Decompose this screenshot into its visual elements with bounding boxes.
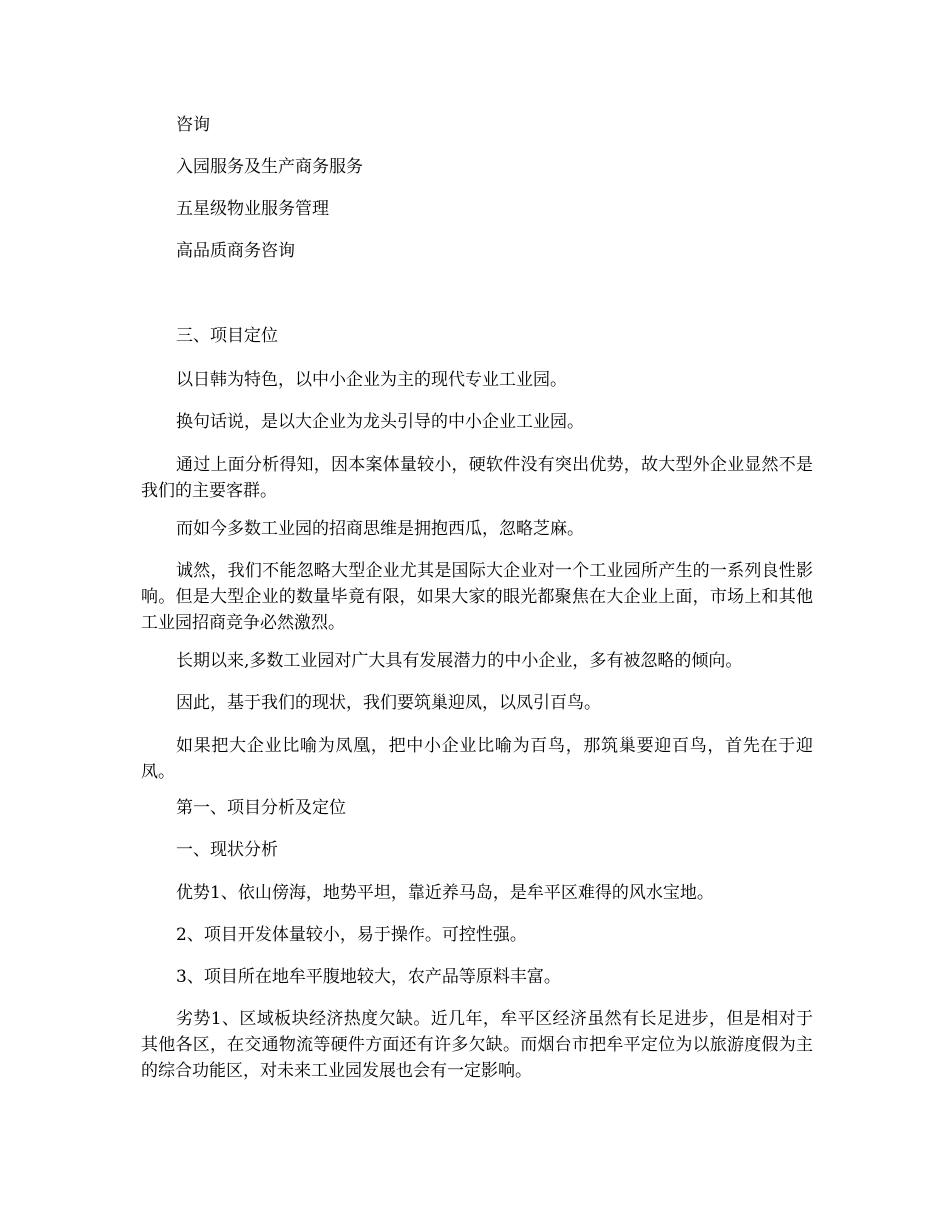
paragraph-large-enterprises: 诚然，我们不能忽略大型企业尤其是国际大企业对一个工业园所产生的一系列良性影响。但是大型企业的数量毕竟有限，如果大家的眼光都聚焦在大企业上面，市场上和其他工业园招商竞争必然激烈。 bbox=[141, 561, 813, 633]
paragraph-business-consulting: 高品质商务咨询 bbox=[176, 241, 295, 261]
paragraph-advantage-2: 2、项目开发体量较小，易于操作。可控性强。 bbox=[176, 925, 527, 945]
section-heading-project-analysis: 第一、项目分析及定位 bbox=[176, 798, 346, 818]
paragraph-strategy: 因此，基于我们的现状，我们要筑巢迎凤，以凤引百鸟。 bbox=[176, 693, 601, 713]
paragraph-investment-thinking: 而如今多数工业园的招商思维是拥抱西瓜，忽略芝麻。 bbox=[176, 519, 584, 539]
paragraph-sme-neglect: 长期以来,多数工业园对广大具有发展潜力的中小企业，多有被忽略的倾向。 bbox=[176, 651, 743, 671]
paragraph-positioning-2: 换句话说，是以大企业为龙头引导的中小企业工业园。 bbox=[176, 412, 584, 432]
paragraph-park-services: 入园服务及生产商务服务 bbox=[176, 157, 363, 177]
paragraph-phoenix-metaphor: 如果把大企业比喻为凤凰，把中小企业比喻为百鸟，那筑巢要迎百鸟，首先在于迎凤。 bbox=[141, 736, 813, 782]
paragraph-positioning-1: 以日韩为特色，以中小企业为主的现代专业工业园。 bbox=[176, 370, 567, 390]
section-heading-current-status: 一、现状分析 bbox=[176, 840, 278, 860]
paragraph-advantage-3: 3、项目所在地牟平腹地较大，农产品等原料丰富。 bbox=[176, 967, 561, 987]
paragraph-disadvantage-1: 劣势1、区域板块经济热度欠缺。近几年，牟平区经济虽然有长足进步，但是相对于其他各区，在交通物流等硬件方面还有许多欠缺。而烟台市把牟平定位为以旅游度假为主的综合功能区，对未来工业园发展也会有一定影响。 bbox=[141, 1009, 813, 1081]
paragraph-property-management: 五星级物业服务管理 bbox=[176, 199, 329, 219]
paragraph-analysis-summary: 通过上面分析得知，因本案体量较小，硬软件没有突出优势，故大型外企业显然不是我们的主要客群。 bbox=[141, 455, 813, 501]
paragraph-consulting: 咨询 bbox=[176, 115, 210, 135]
section-heading-positioning: 三、项目定位 bbox=[176, 326, 278, 346]
paragraph-advantage-1: 优势1、依山傍海，地势平坦，靠近养马岛，是牟平区难得的风水宝地。 bbox=[176, 883, 714, 903]
